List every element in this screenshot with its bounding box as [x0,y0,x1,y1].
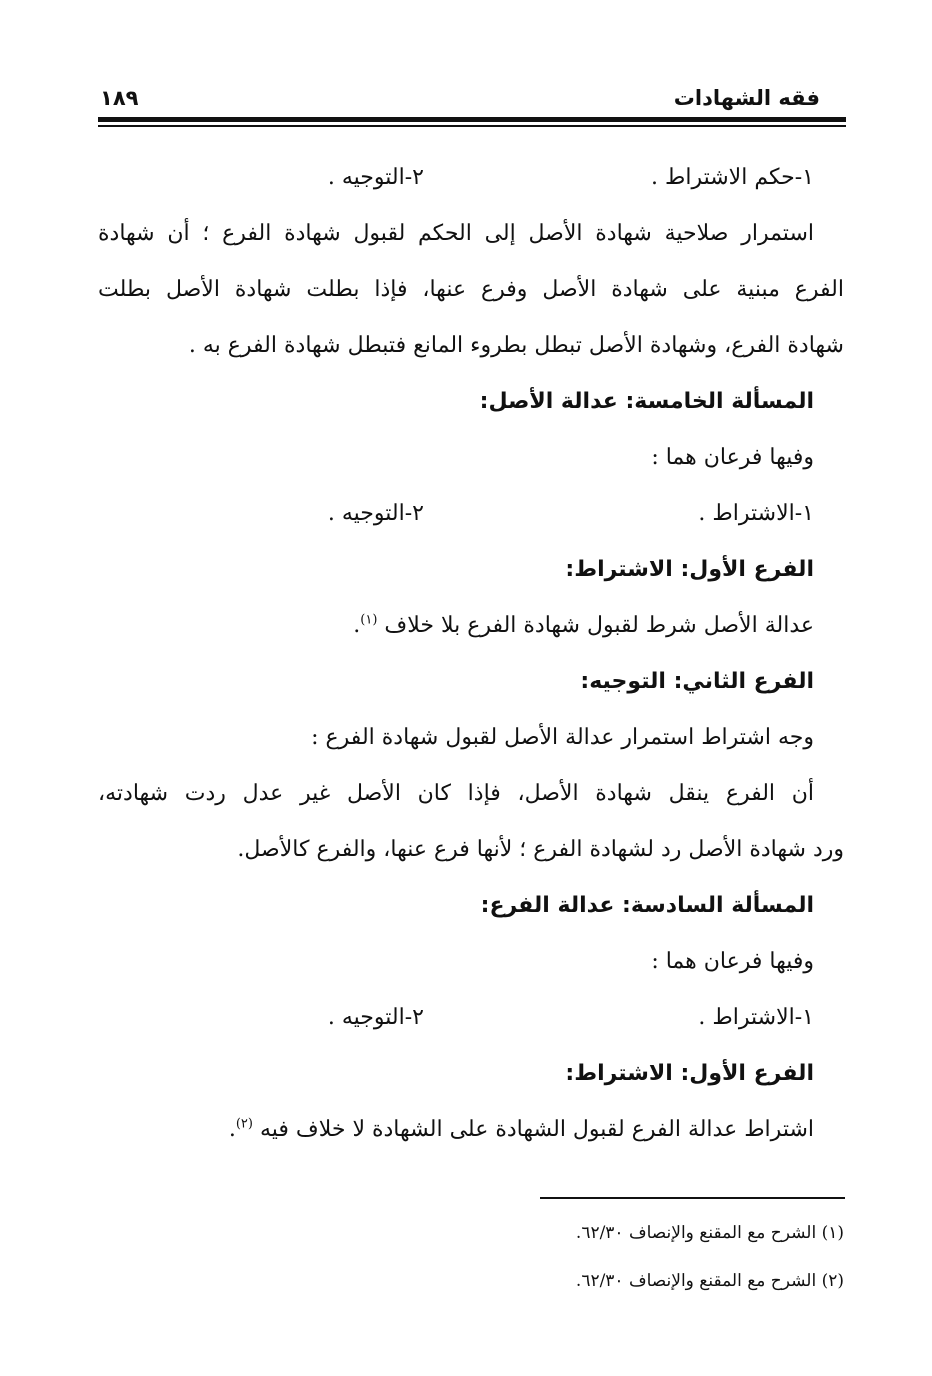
list-item: ٢-التوجيه . [327,165,424,190]
paragraph-line: عدالة الأصل شرط لقبول شهادة الفرع بلا خلاف $^{(١)}$. [353,612,814,638]
paragraph-line: وفيها فرعان هما : [651,445,814,470]
paragraph-line: استمرار صلاحية شهادة الأصل إلى الحكم لقبول شهادة الفرع ؛ أن شهادة [98,221,814,246]
list-item: ١-الاشتراط . [698,1005,814,1030]
paragraph-line: اشتراط عدالة الفرع لقبول الشهادة على الشهادة لا خلاف فيه $^{(٢)}$. [228,1116,814,1142]
list-row [114,158,814,198]
list-item: ١-الاشتراط . [698,501,814,526]
footnote: (٢) الشرح مع المقنع والإنصاف ٦٢/٣٠. [575,1271,844,1291]
subsection-heading: الفرع الثاني: التوجيه: [580,669,814,694]
paragraph-line: ورد شهادة الأصل رد لشهادة الفرع ؛ لأنها فرع عنها، والفرع كالأصل. [237,837,844,862]
section-heading: المسألة السادسة: عدالة الفرع: [480,893,814,918]
page-number: ١٨٩ [100,86,139,110]
running-header-title: فقه الشهادات [673,86,820,110]
paragraph-line: أن الفرع ينقل شهادة الأصل، فإذا كان الأصل غير عدل ردت شهادته، [98,781,814,806]
list-item: ٢-التوجيه . [327,1005,424,1030]
subsection-heading: الفرع الأول: الاشتراط: [565,1061,814,1086]
paragraph-line: وفيها فرعان هما : [651,949,814,974]
paragraph-line: وجه اشتراط استمرار عدالة الأصل لقبول شهادة الفرع : [311,725,814,750]
footnote-separator [540,1197,845,1199]
footnote-ref: (٢) [235,1116,253,1132]
footnote-ref: (١) [360,612,378,628]
paragraph-line: شهادة الفرع، وشهادة الأصل تبطل بطروء المانع فتبطل شهادة الفرع به . [188,333,844,358]
section-heading: المسألة الخامسة: عدالة الأصل: [479,389,814,414]
paragraph-line: الفرع مبنية على شهادة الأصل وفرع عنها، فإذا بطلت شهادة الأصل بطلت [98,277,844,302]
subsection-heading: الفرع الأول: الاشتراط: [565,557,814,582]
list-item: ٢-التوجيه . [327,501,424,526]
list-item: ١-حكم الاشتراط . [651,165,814,190]
footnote: (١) الشرح مع المقنع والإنصاف ٦٢/٣٠. [575,1223,844,1243]
header-rule-thick [98,117,846,122]
header-rule-thin [98,125,846,127]
list-row [114,998,814,1038]
list-row [114,494,814,534]
